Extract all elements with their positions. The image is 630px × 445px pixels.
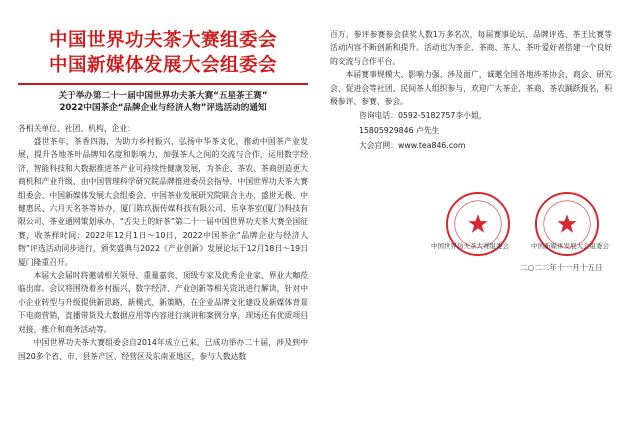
paragraph-3-continued: 百万，参评参赛参会获奖人数1万多名次，每届赛事论坛、品牌评选、茶王比赛等活动内容不断创新和提升。活动也为茶企、茶商、茶人、茶叶爱好者搭建一个良好的交流与合作平台。 — [330, 30, 612, 66]
letterhead — [18, 28, 308, 78]
greeting: 各相关单位、社团、机构、企业： — [18, 124, 135, 133]
letterhead-line-2: 中国新媒体发展大会组委会 — [48, 55, 277, 76]
contact-website: 大会官网：www.tea846.com — [359, 141, 466, 151]
seal-label-right: 中国新媒体发展大会组委会 — [531, 242, 609, 250]
paragraph-1: 盛世茶年，茶香四海，为助力乡村振兴，弘扬中华茶文化，推动中国茶产业发展，提升各地茶叶品牌知名度和影响力，加强茶人之间的交流与合作，运用数字经济、智能科技和大数据推进茶产业可持续性健康发展，为茶企、茶农、茶商创造更大商机和产业升级，由中国管理科学研究院品牌推进委员会指导，中国世界功夫茶大赛组委会、中国新媒体发展大会组委会、中国茶业发展研究院联合主办，盛世无极、中健惠民、六月天名茶等协办，厦门陈玖振传媒科技有限公司、乐享茶室(厦门)科技有限公司、茶业通网策划承办，“舌尖上的好茶”第二十一届中国世界功夫茶大赛全国征赛，收茶样时间：2022年12月1日～10日，2022中国茶企“品牌企业与经济人物”评选活动同步进行，颁奖盛典与2022《产业创新》发展论坛于12月18日～19日厦门隆重召开。 — [18, 137, 308, 267]
notice-title — [18, 90, 308, 114]
notice-title-line-1: 关于举办第二十一届中国世界功夫茶大赛“五星茶王赛” — [58, 91, 268, 101]
contact-mobile: 15805929846 卢先生 — [359, 126, 440, 136]
paragraph-2: 本届大会届时将邀请相关领导、重量嘉宾、顶级专家及优秀企业家、界业大咖莅临出席。会议将围绕着乡村振兴、数字经济、产业创新等相关资讯进行解读，针对中小企业转型与升级提供新思路、新模式、新策略，在企业品牌文化建设及新媒体背景下电商营销，直播带货及大数据应用等内容进行演讲和案例分享，现场还有优质项目对接，推介和商务活动等。 — [18, 271, 308, 334]
paragraph-4: 本届赛事规模大、影响力强、涉及面广，诚邀全国各地涉茶协会、商会、研究会、促进会等社团、民间茶人组织参与，欢迎广大茶企、茶商、茶农踊跃报名，积极参评、参赛、参会。 — [330, 70, 612, 107]
notice-title-line-2: 2022中国茶企“品牌企业与经济人物”评选活动的通知 — [59, 103, 267, 113]
paragraph-3: 中国世界功夫茶大赛组委会自2014年成立已来，已成功举办二十届，涉及到中国20多个省、市、县茶产区、经营区及东南亚地区，参与人数达数 — [18, 338, 308, 361]
right-column — [330, 28, 612, 153]
letterhead-line-1: 中国世界功夫茶大赛组委会 — [48, 30, 277, 51]
contact-phone: 咨询电话：0592-5182757李小姐， — [359, 111, 487, 121]
contact-info — [330, 108, 612, 153]
seal-label-left: 中国世界功夫茶大赛组委会 — [431, 242, 509, 250]
left-column — [18, 28, 308, 363]
red-divider — [18, 83, 308, 85]
issue-date: 二○二二年十一月十五日 — [520, 263, 603, 272]
